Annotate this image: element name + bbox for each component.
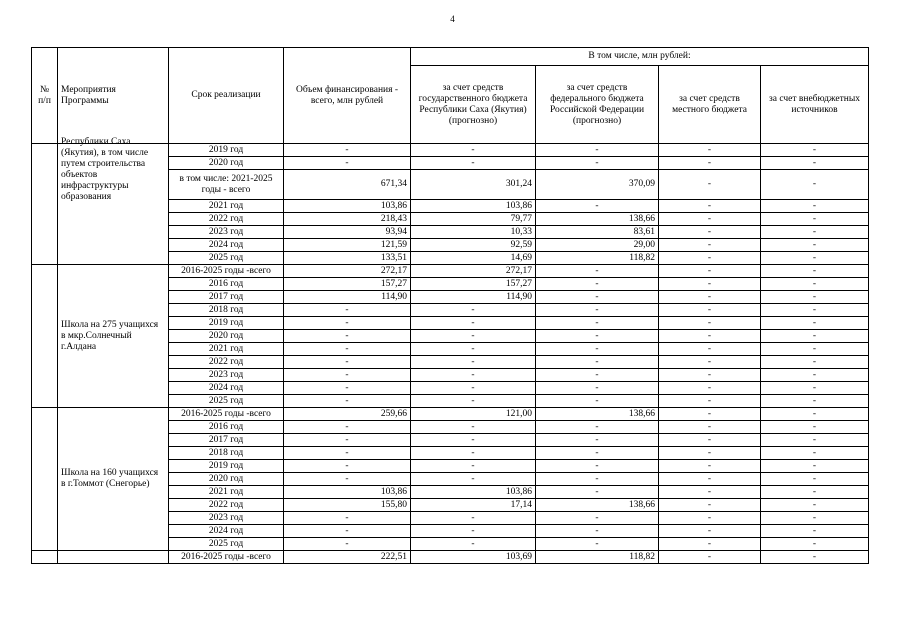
rs-budget-cell: 157,27 [411, 278, 536, 291]
extra-budget-cell: - [761, 434, 869, 447]
federal-budget-cell: 370,09 [536, 170, 659, 200]
federal-budget-cell: - [536, 343, 659, 356]
rs-budget-cell: 121,00 [411, 408, 536, 421]
total-cell: - [284, 330, 411, 343]
extra-budget-cell: - [761, 265, 869, 278]
federal-budget-cell: - [536, 538, 659, 551]
rs-budget-cell: - [411, 434, 536, 447]
local-budget-cell: - [659, 382, 761, 395]
local-budget-cell: - [659, 356, 761, 369]
local-budget-cell: - [659, 226, 761, 239]
extra-budget-cell: - [761, 144, 869, 157]
rs-budget-cell: 114,90 [411, 291, 536, 304]
period-cell: 2016-2025 годы -всего [169, 551, 284, 564]
rs-budget-cell: - [411, 157, 536, 170]
period-cell: 2018 год [169, 447, 284, 460]
table-row [32, 144, 869, 157]
local-budget-cell: - [659, 265, 761, 278]
total-cell: 103,86 [284, 200, 411, 213]
federal-budget-cell: - [536, 317, 659, 330]
period-cell: 2018 год [169, 304, 284, 317]
total-cell: - [284, 144, 411, 157]
header-row-1 [32, 48, 869, 66]
period-cell: 2024 год [169, 525, 284, 538]
rs-budget-cell: - [411, 369, 536, 382]
federal-budget-cell: - [536, 512, 659, 525]
total-cell: - [284, 157, 411, 170]
local-budget-cell: - [659, 551, 761, 564]
extra-budget-cell: - [761, 421, 869, 434]
federal-budget-cell: - [536, 460, 659, 473]
extra-budget-cell: - [761, 447, 869, 460]
period-cell: 2016-2025 годы -всего [169, 265, 284, 278]
total-cell: 222,51 [284, 551, 411, 564]
local-budget-cell: - [659, 170, 761, 200]
local-budget-cell: - [659, 434, 761, 447]
federal-budget-cell: - [536, 278, 659, 291]
extra-budget-cell: - [761, 239, 869, 252]
period-cell: 2023 год [169, 512, 284, 525]
header-federal-budget: за счет средств федерального бюджета Российской Федерации (прогнозно) [536, 66, 659, 144]
federal-budget-cell: 83,61 [536, 226, 659, 239]
local-budget-cell: - [659, 512, 761, 525]
federal-budget-cell: - [536, 265, 659, 278]
federal-budget-cell: 29,00 [536, 239, 659, 252]
local-budget-cell: - [659, 525, 761, 538]
federal-budget-cell: - [536, 356, 659, 369]
local-budget-cell: - [659, 330, 761, 343]
extra-budget-cell: - [761, 226, 869, 239]
period-cell: 2022 год [169, 213, 284, 226]
measure-name [58, 551, 169, 564]
local-budget-cell: - [659, 239, 761, 252]
extra-budget-cell: - [761, 499, 869, 512]
rs-budget-cell: - [411, 512, 536, 525]
local-budget-cell: - [659, 447, 761, 460]
federal-budget-cell: - [536, 434, 659, 447]
rs-budget-cell: - [411, 421, 536, 434]
extra-budget-cell: - [761, 408, 869, 421]
federal-budget-cell: 138,66 [536, 408, 659, 421]
rs-budget-cell: - [411, 447, 536, 460]
period-cell: 2016 год [169, 278, 284, 291]
period-cell: 2021 год [169, 200, 284, 213]
rs-budget-cell: 272,17 [411, 265, 536, 278]
extra-budget-cell: - [761, 356, 869, 369]
total-cell: - [284, 369, 411, 382]
rs-budget-cell: 14,69 [411, 252, 536, 265]
header-including: В том числе, млн рублей: [411, 48, 869, 66]
total-cell: - [284, 382, 411, 395]
local-budget-cell: - [659, 395, 761, 408]
rs-budget-cell: 301,24 [411, 170, 536, 200]
period-cell: 2025 год [169, 395, 284, 408]
rs-budget-cell: - [411, 343, 536, 356]
header-period: Срок реализации [169, 48, 284, 144]
extra-budget-cell: - [761, 213, 869, 226]
total-cell: 133,51 [284, 252, 411, 265]
table-row [32, 551, 869, 564]
federal-budget-cell: - [536, 486, 659, 499]
extra-budget-cell: - [761, 512, 869, 525]
rs-budget-cell: - [411, 382, 536, 395]
page-number: 4 [450, 14, 455, 24]
total-cell: - [284, 473, 411, 486]
period-cell: 2017 год [169, 434, 284, 447]
extra-budget-cell: - [761, 551, 869, 564]
local-budget-cell: - [659, 486, 761, 499]
period-cell: в том числе: 2021-2025 годы - всего [169, 170, 284, 200]
extra-budget-cell: - [761, 304, 869, 317]
federal-budget-cell: 118,82 [536, 551, 659, 564]
period-cell: 2020 год [169, 157, 284, 170]
measure-name [58, 408, 169, 551]
extra-budget-cell: - [761, 291, 869, 304]
period-cell: 2017 год [169, 291, 284, 304]
local-budget-cell: - [659, 538, 761, 551]
extra-budget-cell: - [761, 525, 869, 538]
period-cell: 2024 год [169, 239, 284, 252]
period-cell: 2025 год [169, 538, 284, 551]
federal-budget-cell: - [536, 144, 659, 157]
extra-budget-cell: - [761, 395, 869, 408]
total-cell: - [284, 538, 411, 551]
rs-budget-cell: - [411, 525, 536, 538]
period-cell: 2016-2025 годы -всего [169, 408, 284, 421]
row-number [32, 551, 58, 564]
total-cell: - [284, 304, 411, 317]
total-cell: - [284, 395, 411, 408]
total-cell: 103,86 [284, 486, 411, 499]
total-cell: - [284, 512, 411, 525]
extra-budget-cell: - [761, 382, 869, 395]
header-num: № п/п [32, 48, 58, 144]
total-cell: - [284, 421, 411, 434]
total-cell: 157,27 [284, 278, 411, 291]
rs-budget-cell: 10,33 [411, 226, 536, 239]
rs-budget-cell: 103,69 [411, 551, 536, 564]
total-cell: 114,90 [284, 291, 411, 304]
rs-budget-cell: - [411, 395, 536, 408]
local-budget-cell: - [659, 278, 761, 291]
period-cell: 2025 год [169, 252, 284, 265]
federal-budget-cell: - [536, 200, 659, 213]
rs-budget-cell: - [411, 473, 536, 486]
extra-budget-cell: - [761, 369, 869, 382]
rs-budget-cell: 79,77 [411, 213, 536, 226]
total-cell: - [284, 434, 411, 447]
federal-budget-cell: - [536, 330, 659, 343]
federal-budget-cell: - [536, 382, 659, 395]
period-cell: 2022 год [169, 356, 284, 369]
header-rs-budget: за счет средств государственного бюджета Республики Саха (Якутия) (прогнозно) [411, 66, 536, 144]
local-budget-cell: - [659, 291, 761, 304]
federal-budget-cell: 138,66 [536, 213, 659, 226]
local-budget-cell: - [659, 421, 761, 434]
total-cell: 671,34 [284, 170, 411, 200]
extra-budget-cell: - [761, 330, 869, 343]
header-measures: Мероприятия Программы [58, 48, 169, 144]
row-number [32, 408, 58, 551]
total-cell: - [284, 525, 411, 538]
period-cell: 2022 год [169, 499, 284, 512]
measure-name [58, 137, 169, 265]
total-cell: - [284, 460, 411, 473]
period-cell: 2019 год [169, 460, 284, 473]
total-cell: - [284, 356, 411, 369]
row-number [32, 144, 58, 265]
local-budget-cell: - [659, 252, 761, 265]
extra-budget-cell: - [761, 252, 869, 265]
local-budget-cell: - [659, 157, 761, 170]
measure-name-text: Республики Саха (Якутия), в том числе путем строительства объектов инфраструктуры образования [61, 137, 149, 202]
federal-budget-cell: - [536, 304, 659, 317]
federal-budget-cell: - [536, 525, 659, 538]
period-cell: 2023 год [169, 369, 284, 382]
extra-budget-cell: - [761, 200, 869, 213]
table-row [32, 408, 869, 421]
row-number [32, 265, 58, 408]
rs-budget-cell: - [411, 538, 536, 551]
period-cell: 2024 год [169, 382, 284, 395]
local-budget-cell: - [659, 460, 761, 473]
federal-budget-cell: - [536, 447, 659, 460]
rs-budget-cell: 17,14 [411, 499, 536, 512]
header-local-budget: за счет средств местного бюджета [659, 66, 761, 144]
measure-name [58, 265, 169, 408]
federal-budget-cell: - [536, 157, 659, 170]
extra-budget-cell: - [761, 278, 869, 291]
federal-budget-cell: - [536, 421, 659, 434]
total-cell: 121,59 [284, 239, 411, 252]
table-body [32, 137, 869, 564]
period-cell: 2020 год [169, 473, 284, 486]
extra-budget-cell: - [761, 473, 869, 486]
total-cell: 259,66 [284, 408, 411, 421]
local-budget-cell: - [659, 369, 761, 382]
local-budget-cell: - [659, 408, 761, 421]
local-budget-cell: - [659, 343, 761, 356]
period-cell: 2023 год [169, 226, 284, 239]
extra-budget-cell: - [761, 343, 869, 356]
rs-budget-cell: 92,59 [411, 239, 536, 252]
rs-budget-cell: - [411, 317, 536, 330]
header-total: Объем финансирования - всего, млн рублей [284, 48, 411, 144]
financing-table [31, 47, 869, 564]
rs-budget-cell: 103,86 [411, 486, 536, 499]
period-cell: 2021 год [169, 343, 284, 356]
federal-budget-cell: - [536, 395, 659, 408]
measure-name-text: Школа на 275 учащихся в мкр.Солнечный г.Алдана [61, 319, 159, 352]
federal-budget-cell: - [536, 473, 659, 486]
local-budget-cell: - [659, 213, 761, 226]
extra-budget-cell: - [761, 170, 869, 200]
local-budget-cell: - [659, 317, 761, 330]
measure-name-text: Школа на 160 учащихся в г.Томмот (Снегорье) [61, 468, 159, 489]
rs-budget-cell: - [411, 356, 536, 369]
local-budget-cell: - [659, 499, 761, 512]
table-row [32, 265, 869, 278]
local-budget-cell: - [659, 200, 761, 213]
local-budget-cell: - [659, 304, 761, 317]
local-budget-cell: - [659, 144, 761, 157]
total-cell: 155,80 [284, 499, 411, 512]
header-extra-budget: за счет внебюджетных источников [761, 66, 869, 144]
rs-budget-cell: - [411, 460, 536, 473]
federal-budget-cell: - [536, 291, 659, 304]
total-cell: 218,43 [284, 213, 411, 226]
period-cell: 2016 год [169, 421, 284, 434]
federal-budget-cell: - [536, 369, 659, 382]
rs-budget-cell: - [411, 330, 536, 343]
extra-budget-cell: - [761, 486, 869, 499]
rs-budget-cell: - [411, 304, 536, 317]
total-cell: - [284, 343, 411, 356]
extra-budget-cell: - [761, 157, 869, 170]
period-cell: 2021 год [169, 486, 284, 499]
total-cell: 93,94 [284, 226, 411, 239]
extra-budget-cell: - [761, 538, 869, 551]
total-cell: - [284, 447, 411, 460]
federal-budget-cell: 118,82 [536, 252, 659, 265]
period-cell: 2020 год [169, 330, 284, 343]
total-cell: - [284, 317, 411, 330]
rs-budget-cell: - [411, 144, 536, 157]
period-cell: 2019 год [169, 144, 284, 157]
period-cell: 2019 год [169, 317, 284, 330]
rs-budget-cell: 103,86 [411, 200, 536, 213]
federal-budget-cell: 138,66 [536, 499, 659, 512]
total-cell: 272,17 [284, 265, 411, 278]
extra-budget-cell: - [761, 317, 869, 330]
local-budget-cell: - [659, 473, 761, 486]
extra-budget-cell: - [761, 460, 869, 473]
